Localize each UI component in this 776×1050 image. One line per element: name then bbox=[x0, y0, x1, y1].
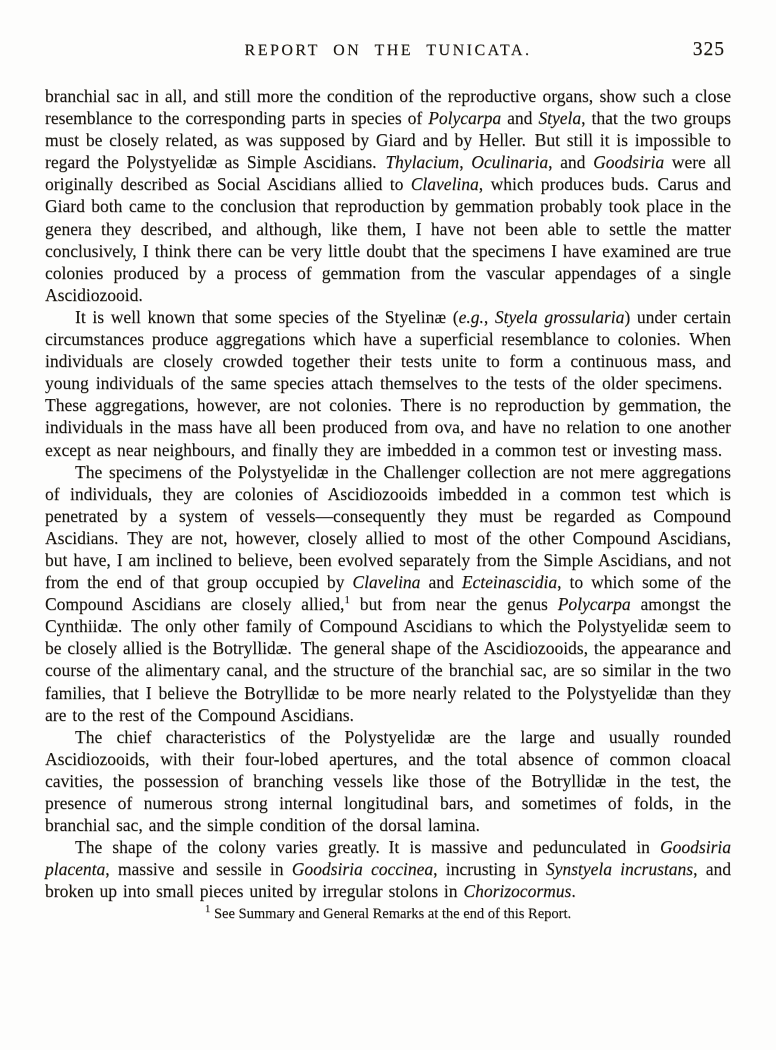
page-header bbox=[45, 39, 731, 68]
italic-text-run: Polycarpa bbox=[428, 108, 502, 129]
text-run: , bbox=[459, 152, 472, 173]
italic-text-run: Styela grossularia bbox=[494, 306, 625, 327]
italic-text-run: Clavelina bbox=[410, 174, 479, 195]
text-run: . bbox=[571, 881, 576, 902]
text-run: , massive and sessile in bbox=[105, 859, 292, 880]
text-run: , and broken up into small pieces united by irregular stolons in bbox=[45, 859, 731, 902]
text-run: and bbox=[420, 572, 462, 593]
paragraph bbox=[45, 85, 731, 306]
italic-text-run: e.g. bbox=[458, 306, 484, 327]
italic-text-run: Goodsiria bbox=[593, 152, 665, 173]
text-run: , that the two groups must be closely related, as was supposed by Giard and by Heller. But still it is impossible to regard the Polystyelidæ as Simple Ascidians. bbox=[45, 108, 731, 173]
footnote bbox=[45, 905, 731, 924]
footnote-reference: 1 bbox=[344, 594, 350, 607]
text-run: amongst the Cynthiidæ. The only other family of Compound Ascidians to which the Polystyelidæ seem to be closely allied is the Botryllidæ. The general shape of the Ascidiozooids, the appearance and course of the alimentary canal, and the structure of the branchial sac, are so similar in the two families, that I believe the Botryllidæ to be more nearly related to the Polystyelidæ than they are to the rest of the Compound Ascidians. bbox=[45, 594, 732, 725]
page-number: 325 bbox=[692, 39, 725, 60]
text-run: , and bbox=[548, 152, 594, 173]
text-run: , bbox=[483, 306, 495, 327]
paragraph bbox=[45, 306, 731, 461]
text-run: , incrusting in bbox=[433, 859, 546, 880]
italic-text-run: Chorizocormus bbox=[463, 881, 572, 902]
text-run: ) under certain circumstances produce aggregations which have a superficial resemblance to colonies. When individuals are closely crowded together their tests unite to form a continuous mass, and young individuals of the same species attach themselves to the tests of the older specimens. These aggregations, however, are not colonies. There is no reproduction by gemmation, the individuals in the mass have all been produced from ova, and have no relation to one another except as near neighbours, and finally they are imbedded in a common test or investing mass. bbox=[45, 306, 732, 460]
text-run: branchial sac in all, and still more the condition of the reproductive organs, show such a close resemblance to the corresponding parts in species of bbox=[45, 86, 731, 129]
text-run: and bbox=[501, 108, 539, 129]
italic-text-run: Goodsiria placenta bbox=[45, 837, 731, 880]
italic-text-run: Thylacium bbox=[385, 152, 460, 173]
text-run: The shape of the colony varies greatly. It is massive and pedunculated in bbox=[75, 837, 661, 858]
text-run: , to which some of the Compound Ascidians are closely allied, bbox=[45, 572, 731, 615]
paragraph bbox=[45, 726, 731, 836]
italic-text-run: Goodsiria coccinea bbox=[291, 859, 434, 880]
text-run: It is well known that some species of the Styelinæ ( bbox=[75, 306, 459, 327]
italic-text-run: Clavelina bbox=[352, 572, 421, 593]
text-run: but from near the genus bbox=[349, 594, 558, 615]
text-run: The chief characteristics of the Polystyelidæ are the large and usually rounded Ascidiozooids, with their four-lobed apertures, and the total absence of common cloacal cavities, the possession of branching vessels like those of the Botryllidæ in the test, the presence of numerous strong internal longitudinal bars, and sometimes of folds, in the branchial sac, and the simple condition of the dorsal lamina. bbox=[45, 726, 731, 836]
text-run: See Summary and General Remarks at the end of this Report. bbox=[210, 906, 572, 923]
text-run: were all originally described as Social Ascidians allied to bbox=[45, 152, 731, 195]
paragraph bbox=[45, 836, 731, 902]
italic-text-run: Synstyela incrustans bbox=[545, 859, 694, 880]
text-run: The specimens of the Polystyelidæ in the Challenger collection are not mere aggregations of individuals, they are colonies of Ascidiozooids imbedded in a common test which is penetrated by a system of vessels—consequently they must be regarded as Compound Ascidians. They are not, however, closely allied to most of the other Compound Ascidians, but have, I am inclined to believe, been evolved separately from the Simple Ascidians, and not from the end of that group occupied by bbox=[45, 461, 731, 593]
footnote-reference: 1 bbox=[204, 903, 211, 916]
italic-text-run: Styela bbox=[538, 108, 582, 129]
italic-text-run: Polycarpa bbox=[557, 594, 631, 615]
running-title: REPORT ON THE TUNICATA. bbox=[244, 42, 532, 59]
text-block bbox=[45, 85, 731, 902]
italic-text-run: Ecteinascidia bbox=[461, 572, 558, 593]
paragraph bbox=[45, 461, 731, 726]
text-run: , which produces buds. Carus and Giard both came to the conclusion that reproduction by gemmation probably took place in the genera they described, and although, like them, I have not been able to settle the matter conclusively, I think there can be very little doubt that the specimens I have examined are true colonies produced by a process of gemmation from the vascular appendages of a single Ascidiozooid. bbox=[45, 174, 731, 305]
italic-text-run: Oculinaria bbox=[471, 152, 549, 173]
